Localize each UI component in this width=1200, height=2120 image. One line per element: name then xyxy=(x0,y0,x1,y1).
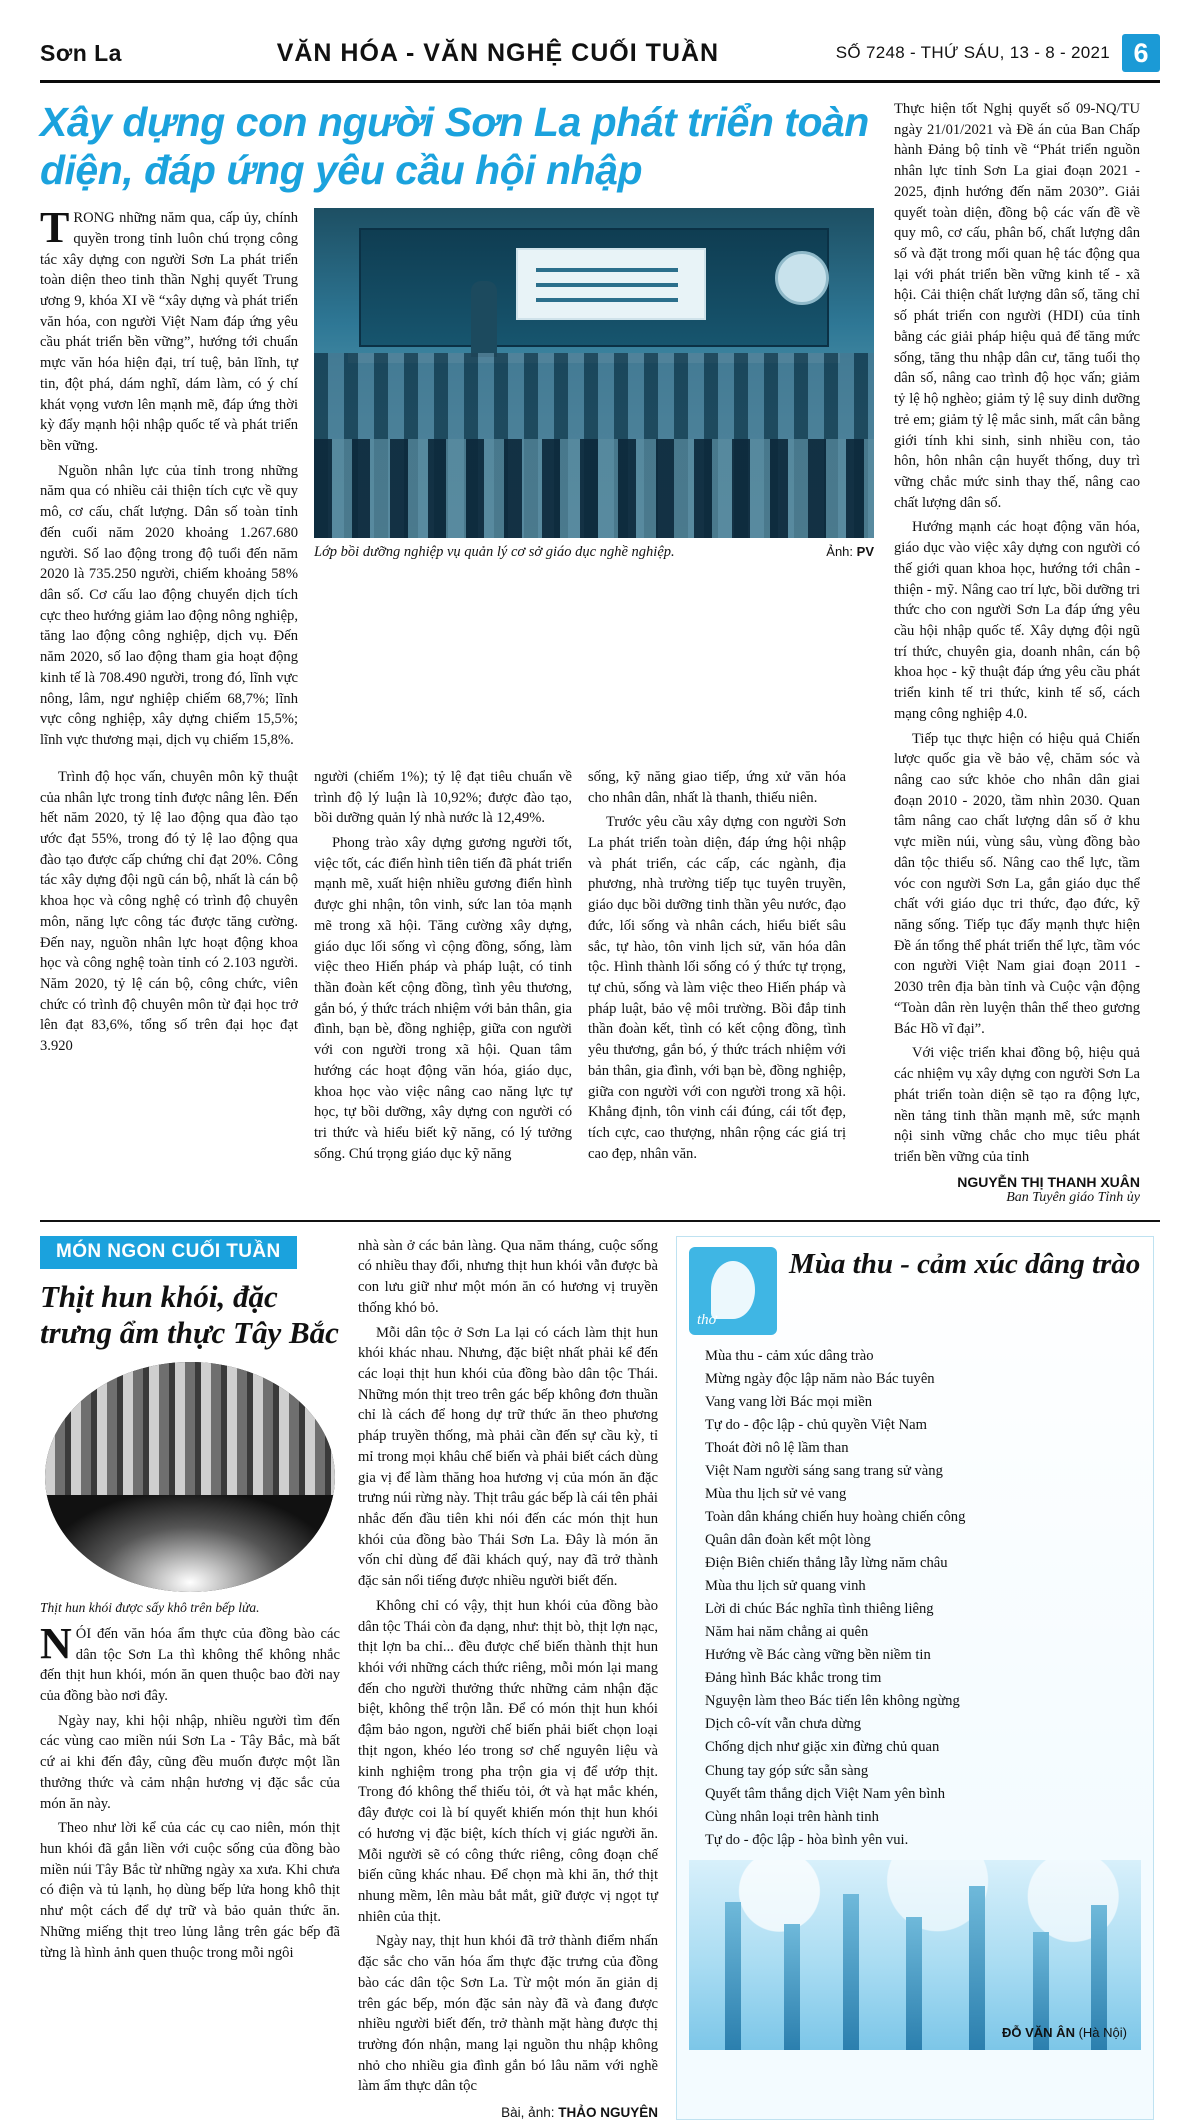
article-author-role: Ban Tuyên giáo Tỉnh ủy xyxy=(1006,1189,1140,1205)
poem-line: Chung tay góp sức sẵn sàng xyxy=(705,1762,869,1779)
article-column-1-cont xyxy=(40,767,298,1169)
food-photo-meat xyxy=(45,1362,335,1505)
poetry-logo-label: thơ xyxy=(697,1311,717,1328)
leaf-icon xyxy=(711,1261,755,1319)
paragraph: Ngày nay, thịt hun khói đã trở thành điểm nhấn đặc sắc cho văn hóa ẩm thực đặc trưng của đồng bào các dân tộc Sơn La. Từ một món ăn giản dị trên gác bếp, món đặc sản này đã và đang được nhiều người biết đến, trở thành mặt hàng được thị trường đón nhận, mang lại nguồn thu nhập không nhỏ cho nhiều gia đình gắn bó lâu năm với nghề làm ẩm thực dân tộc xyxy=(358,1933,658,2095)
article-body-columns xyxy=(40,767,876,1169)
poem-line: Mừng ngày độc lập năm nào Bác tuyên xyxy=(705,1370,935,1387)
paragraph: Thực hiện tốt Nghị quyết số 09-NQ/TU ngày 21/01/2021 và Đề án của Ban Chấp hành Đảng bộ tỉnh về “Phát triển nguồn nhân lực tỉnh Sơn La giai đoạn 2021 - 2025, định hướng đến năm 2030”. Giải quyết toàn diện, đồng bộ các vấn đề về quy mô, cơ cấu, phân bố, chất lượng dân số và đặt trong mối quan hệ tác động qua lại với phát triển bền vững kinh tế - xã hội. Cải thiện chất lượng dân số, tăng chỉ số phát triển con người (HDI) của tỉnh bằng các giải pháp hiệu quả để tăng mức sống, tăng thu nhập dân cư, tăng tuổi thọ dân số, nâng cao trình độ học vấn; giảm tỷ lệ hộ nghèo; giảm tỷ lệ suy dinh dưỡng trẻ em; giảm tỷ lệ mắc sinh, mất cân bằng giới tính khi sinh, sinh nhiều con, tảo hôn, hôn nhân cận huyết thống, duy trì vững chắc mức sinh thay thế, nâng cao chất lượng dân số. xyxy=(894,101,1140,511)
poem-line: Việt Nam người sáng sang trang sử vàng xyxy=(705,1462,943,1479)
poem-line: Cùng nhân loại trên hành tinh xyxy=(705,1808,879,1825)
article-column-2 xyxy=(314,767,572,1169)
paragraph: Tiếp tục thực hiện có hiệu quả Chiến lược quốc gia về bảo vệ, chăm sóc và nâng cao sức khỏe cho nhân dân giai đoạn 2010 - 2020, tầm nhìn 2030. Quan tâm nâng cao chất lượng dân số ở khu vực miền núi, vùng sâu, vùng đồng bào dân tộc thiểu số. Nâng cao thể lực, tầm vóc con người Sơn La, gắn giáo dục thể chất với giáo dục tri thức, đạo đức, kỹ năng sống. Tiếp tục đẩy mạnh thực hiện Đề án tổng thể phát triển thể lực, tầm vóc con người Việt Nam giai đoạn 2011 - 2030 trên địa bàn tỉnh và Cuộc vận động “Toàn dân rèn luyện thân thể theo gương Bác Hồ vĩ đại”. xyxy=(894,730,1140,1037)
poem-line: Quân dân đoàn kết một lòng xyxy=(705,1532,871,1549)
poem-line: Mùa thu - cảm xúc dâng trào xyxy=(705,1347,874,1364)
article-photo-block xyxy=(314,208,874,755)
poem-header xyxy=(689,1247,1141,1335)
paragraph: Theo như lời kể của các cụ cao niên, món thịt hun khói đã gắn liền với cuộc sống của đồng bào miền núi Tây Bắc từ những ngày xa xưa. Khi chưa có điện và tủ lạnh, họ dùng bếp lửa hong khô thịt như một cách để dự trữ và bảo quản thức ăn. Những miếng thịt treo lủng lẳng trên gác bếp đã từng là hình ảnh quen thuộc trong mỗi ngôi xyxy=(40,1820,340,1961)
photo-projection-screen xyxy=(516,248,706,321)
main-article xyxy=(40,99,1160,1206)
photo-credit-label: Ảnh: xyxy=(826,544,854,560)
photo-speaker xyxy=(471,281,497,357)
food-byline-label: Bài, ảnh: xyxy=(501,2105,555,2120)
poem-line: Chống dịch như giặc xin đừng chủ quan xyxy=(705,1739,940,1756)
conference-photo xyxy=(314,208,874,538)
article-author: NGUYỄN THỊ THANH XUÂN xyxy=(957,1173,1140,1190)
poem-line: Quyết tâm thắng dịch Việt Nam yên bình xyxy=(705,1785,946,1802)
article-column-4 xyxy=(894,99,1140,1206)
poem-line: Vang vang lời Bác mọi miền xyxy=(705,1393,873,1410)
paragraph: Nguồn nhân lực của tỉnh trong những năm qua có nhiều cải thiện tích cực về quy mô, cơ cấu, chất lượng. Dân số toàn tỉnh đến cuối năm 2020 khoảng 1.267.680 người. Số lao động trong độ tuổi đến năm 2020 là 735.250 người, chiếm khoảng 58% dân số. Cơ cấu lao động chuyển dịch tích cực theo hướng giảm lao động nông nghiệp, tăng lao động công nghiệp, dịch vụ. Đến năm 2020, số lao động tham gia hoạt động kinh tế là 708.490 người, trong đó, lĩnh vực nông, lâm, ngư nghiệp chiếm 68,7%; lĩnh vực công nghiệp, xây dựng chiếm 15,5%; lĩnh vực thương mại, dịch vụ chiếm 15,8%. xyxy=(40,462,298,749)
food-byline xyxy=(358,2105,658,2120)
article-column-3 xyxy=(588,767,846,1169)
poem-illustration xyxy=(689,1860,1141,2050)
paragraph: Trình độ học vấn, chuyên môn kỹ thuật của nhân lực trong tỉnh được nâng lên. Đến hết năm 2020, tỷ lệ lao động qua đào tạo ước đạt 55%, trong đó tỷ lệ lao động qua đào tạo được cấp chứng chỉ đạt 20%. Công tác xây dựng đội ngũ cán bộ, nhất là cán bộ khoa học và công nghệ có trình độ chuyên môn, năng lực công tác được tăng cường. Đến nay, nguồn nhân lực hoạt động khoa học và công nghệ toàn tỉnh có 2.103 người. Năm 2020, tỷ lệ cán bộ, công chức, viên chức có trình độ chuyên môn từ đại học trở lên đạt 83,6%, tổng số trên đại học đạt 3.920 xyxy=(40,768,298,1055)
photo-emblem xyxy=(775,251,829,305)
masthead xyxy=(40,34,1160,83)
poem-line: Thoát đời nô lệ lầm than xyxy=(705,1439,849,1456)
paragraph: NÓI đến văn hóa ẩm thực của đồng bào các dân tộc Sơn La thì không thể không nhắc đến thịt hun khói, món ăn quen thuộc bao đời nay của đồng bào nơi đây. xyxy=(40,1618,340,1704)
page-number-badge: 6 xyxy=(1122,34,1160,72)
photo-audience-front xyxy=(314,439,874,538)
paragraph: sống, kỹ năng giao tiếp, ứng xử văn hóa cho nhân dân, nhất là thanh, thiếu niên. xyxy=(588,768,846,806)
poem-line: Điện Biên chiến thắng lẫy lừng năm châu xyxy=(705,1555,948,1572)
masthead-issue-block xyxy=(836,34,1160,72)
poem-body xyxy=(689,1345,1141,1852)
section-title: VĂN HÓA - VĂN NGHỆ CUỐI TUẦN xyxy=(276,38,720,67)
poem-line: Dịch cô-vít vẫn chưa dừng xyxy=(705,1716,862,1733)
paragraph: Trước yêu cầu xây dựng con người Sơn La phát triển toàn diện, đáp ứng hội nhập và phát triển, các cấp, các ngành, địa phương, nhà trường tiếp tục tuyên truyền, giáo dục bồi dưỡng tinh thần yêu nước, đạo đức, lối sống và nhân cách, hiểu biết sâu sắc, tự hào, tôn vinh lịch sử, văn hóa dân tộc. Hình thành lối sống có ý thức tự trọng, tự chủ, sống và làm việc theo Hiến pháp và pháp luật, bảo vệ môi trường. Bồi đắp tinh thần đoàn kết, tình có kết cộng đồng, tình yêu thương, gắn bó, ý thức trách nhiệm với bản thân, gia đình, với bạn bè, đồng nghiệp, giữa con người với con người trong xã hội. Khẳng định, tôn vinh cái đúng, cái tốt đẹp, tích cực, cao thượng, nhân rộng các giá trị cao đẹp, nhân văn. xyxy=(588,814,846,1162)
page-title: Xây dựng con người Sơn La phát triển toàn diện, đáp ứng yêu cầu hội nhập xyxy=(40,99,869,193)
poem-line: Lời di chúc Bác nghĩa tình thiêng liêng xyxy=(705,1601,934,1618)
main-article-left xyxy=(40,99,876,1206)
food-article-left xyxy=(40,1236,340,2120)
photo-caption: Lớp bồi dưỡng nghiệp vụ quản lý cơ sở giáo dục nghề nghiệp. xyxy=(314,544,675,561)
food-photo-fire xyxy=(45,1495,335,1592)
poem-author xyxy=(1002,2025,1127,2040)
photo-credit xyxy=(826,544,874,559)
publication-name: Sơn La xyxy=(40,39,122,66)
poem-line: Toàn dân kháng chiến huy hoàng chiến công xyxy=(705,1508,966,1525)
food-photo-caption: Thịt hun khói được sấy khô trên bếp lửa. xyxy=(40,1599,260,1615)
poem-line: Mùa thu lịch sử vẻ vang xyxy=(705,1485,847,1502)
poem-line: Tự do - độc lập - chủ quyền Việt Nam xyxy=(705,1416,927,1433)
poem-line: Tự do - độc lập - hòa bình yên vui. xyxy=(705,1831,909,1848)
poem-title: Mùa thu - cảm xúc dâng trào xyxy=(789,1247,1141,1280)
poem-panel xyxy=(676,1236,1154,2120)
paragraph: Hướng mạnh các hoạt động văn hóa, giáo dục vào việc xây dựng con người có thế giới quan khoa học, hướng tới chân - thiện - mỹ. Nâng cao trí lực, bồi dưỡng tri thức cho con người Sơn La đáp ứng yêu cầu hội nhập quốc tế. Xây dựng đội ngũ trí thức, chuyên gia, doanh nhân, cán bộ khoa học - kỹ thuật đáp ứng yêu cầu phát triển kinh tế tri thức, kinh tế số, cách mạng công nghiệp 4.0. xyxy=(894,519,1140,722)
issue-info: SỐ 7248 - THỨ SÁU, 13 - 8 - 2021 xyxy=(835,43,1110,62)
paragraph: người (chiếm 1%); tỷ lệ đạt tiêu chuẩn về trình độ lý luận là 10,92%; được đào tạo, bồi dưỡng quản lý nhà nước là 12,49%. xyxy=(314,768,572,827)
poem-line: Đảng hình Bác khắc trong tim xyxy=(705,1670,882,1687)
section-badge-food: MÓN NGON CUỐI TUẦN xyxy=(40,1236,297,1269)
poem-section xyxy=(676,1236,1154,2120)
poem-line: Năm hai năm chẳng ai quên xyxy=(705,1624,869,1641)
food-article-title: Thịt hun khói, đặc trưng ẩm thực Tây Bắc xyxy=(40,1278,339,1351)
paragraph: Với việc triển khai đồng bộ, hiệu quả các nhiệm vụ xây dựng con người Sơn La phát triển toàn diện sẽ tạo ra động lực, nền tảng tinh thần mạnh mẽ, sức mạnh nội sinh vững chắc cho mục tiêu phát triển bền vững của tỉnh xyxy=(894,1045,1140,1165)
poetry-logo-icon xyxy=(689,1247,777,1335)
bottom-section xyxy=(40,1220,1160,2120)
photo-credit-name: PV xyxy=(856,544,874,560)
article-column-1 xyxy=(40,203,298,755)
food-article-right xyxy=(358,1236,658,2120)
poem-line: Mùa thu lịch sử quang vinh xyxy=(705,1578,866,1595)
poem-line: Nguyện làm theo Bác tiến lên không ngừng xyxy=(705,1693,960,1710)
paragraph: TRONG những năm qua, cấp ủy, chính quyền trong tỉnh luôn chú trọng công tác xây dựng con người Sơn La phát triển toàn diện theo tinh thần Nghị quyết Trung ương 9, khóa XI về “xây dựng và phát triển văn hóa, con người Việt Nam đáp ứng yêu cầu phát triển bền vững”, hướng tới chuẩn mực văn hóa hiện đại, trí tuệ, bản lĩnh, tự tin, đột phá, dám nghĩ, dám làm, có ý chí khát vọng vươn lên mạnh mẽ, đáp ứng thời kỳ đẩy mạnh hội nhập quốc tế và phát triển bền vững. xyxy=(40,203,298,454)
paragraph: Ngày nay, khi hội nhập, nhiều người tìm đến các vùng cao miền núi Sơn La - Tây Bắc, mà bất cứ ai khi đến đây, cũng đều muốn được một lần thưởng thức và cảm nhận hương vị đặc sắc của món ăn này. xyxy=(40,1712,340,1812)
food-photo xyxy=(45,1362,335,1592)
paragraph: Phong trào xây dựng gương người tốt, việc tốt, các điển hình tiên tiến đã phát triển mạnh mẽ, xuất hiện nhiều gương điển hình được ghi nhận, tôn vinh, sức lan tỏa mạnh mẽ trong xã hội. Tăng cường xây dựng, giáo dục lối sống vì cộng đồng, sống, làm việc theo Hiến pháp và pháp luật, có tinh thần đoàn kết cộng đồng, tình yêu thương, gắn bó, ý thức trách nhiệm với bản thân, gia đình, bạn bè, đồng nghiệp, giữa con người với con người trong xã hội. Quan tâm hướng các hoạt động văn hóa, giáo dục, khoa học vào việc nâng cao năng lực tự học, tự bồi dưỡng, xây dựng con người có tri thức và hiểu biết kỹ năng, có lý tưởng sống. Chú trọng giáo dục kỹ năng xyxy=(314,834,572,1162)
photo-caption-row xyxy=(314,544,874,561)
paragraph: nhà sàn ở các bản làng. Qua năm tháng, cuộc sống có nhiều thay đổi, nhưng thịt hun khói vẫn được bà con lưu giữ như một món ăn có hương vị truyền thống khó bỏ. xyxy=(358,1237,658,1316)
food-byline-name: THẢO NGUYÊN xyxy=(558,2105,658,2120)
poem-line: Hướng về Bác càng vững bền niềm tin xyxy=(705,1647,931,1664)
poem-author-place: (Hà Nội) xyxy=(1078,2024,1127,2040)
paragraph: Không chỉ có vậy, thịt hun khói của đồng bào dân tộc Thái còn đa dạng, như: thịt bò, thịt lợn nạc, thịt lợn ba chỉ... đều được chế biến thành thịt hun khói với những cách thức riêng, mỗi món lại mang đến cho người thưởng thức những cảm nhận đặc biệt, không thể trộn lẫn. Để có món thịt hun khói đậm bảo ngon, người chế biến phải biết chọn loại thịt ngon, khéo léo trong sơ chế nguyên liệu và kinh nghiệm trong pha trộn gia vị để ướp thịt. Trong đó không thể thiếu tỏi, ớt và hạt mắc khén, đây được coi là bí quyết khiến món thịt hun khói có hương vị đặc biệt, kích thích vị giác người ăn. Mỗi người sẽ có công thức riêng, công đoạn chế biến cũng khác nhau. Để chọn mà khi ăn, thớ thịt nhung mềm, lên màu bắt mắt, giữ được vị ngọt tự nhiên của thịt. xyxy=(358,1597,658,1925)
lead-row xyxy=(40,203,876,755)
poem-author-name: ĐỖ VĂN ÂN xyxy=(1002,2024,1075,2040)
paragraph: Mỗi dân tộc ở Sơn La lại có cách làm thịt hun khói khác nhau. Nhưng, đặc biệt nhất phải kể đến các loại thịt hun khói của đồng bào dân tộc Thái. Những món thịt treo trên gác bếp không đơn thuần chỉ là cách để hong dự trữ thức ăn theo phương pháp truyền thống, mà phải cần đến sự cầu kỳ, tỉ mỉ trong mọi khâu chế biến và phải biết cách dùng gia vị để làm thăng hoa hương vị của món ăn đặc trưng núi rừng này. Thịt trâu gác bếp là cái tên phải nhắc đến đầu tiên khi nói đến các món thịt hun khói của đồng bào Thái Sơn La. Đây là món ăn vốn chỉ dùng để đãi khách quý, nay đã trở thành đặc sản nổi tiếng được nhiều người biết đến. xyxy=(358,1324,658,1590)
